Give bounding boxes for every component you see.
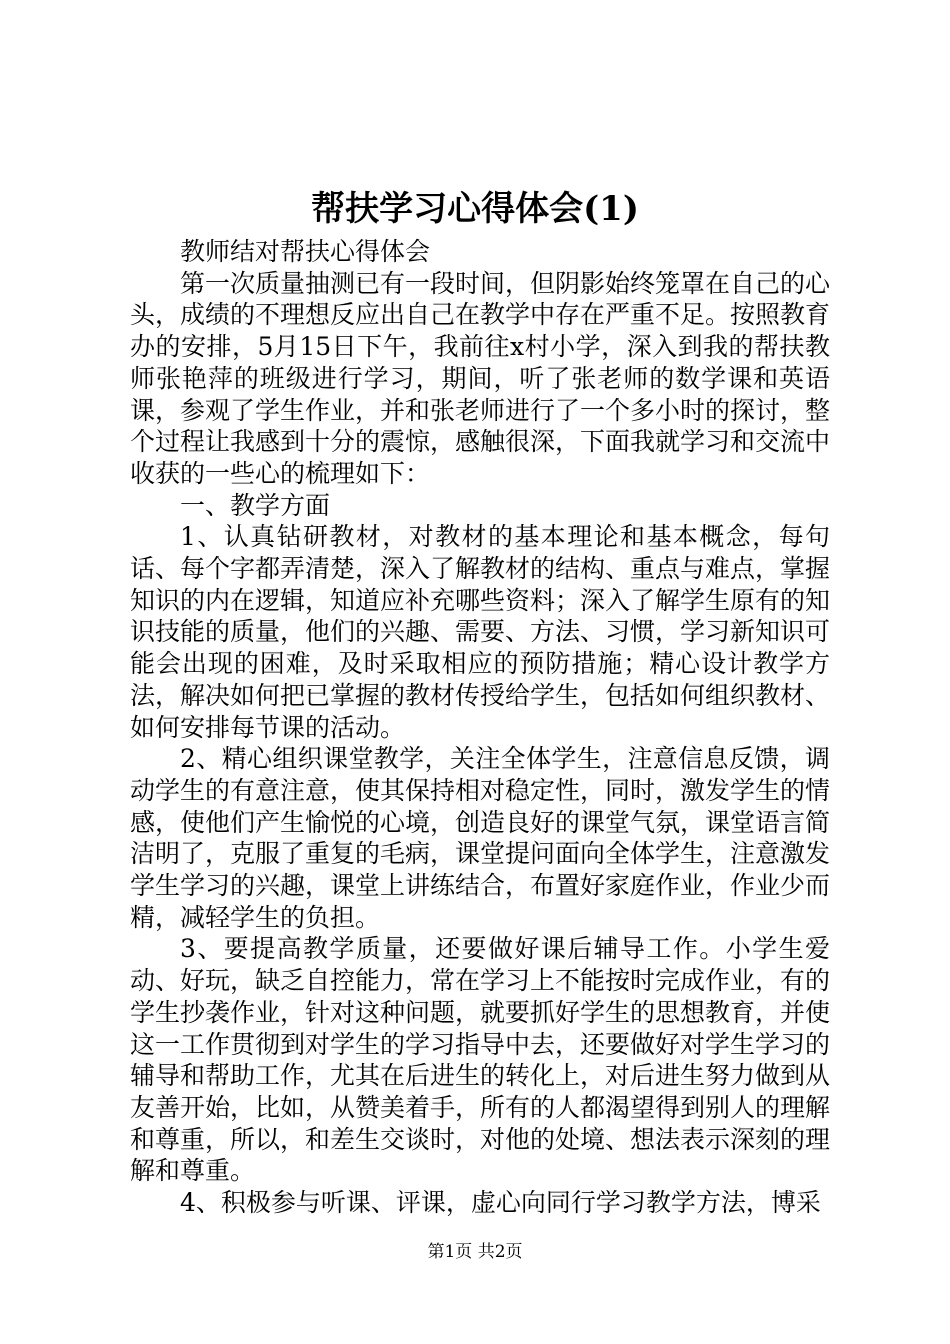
paragraph-point-2: 2、精心组织课堂教学，关注全体学生，注意信息反馈，调动学生的有意注意，使其保持相对稳定性，同时，激发学生的情感，使他们产生愉悦的心境，创造良好的课堂气氛，课堂语言简洁明了，克服了重复的毛病，课堂提问面向全体学生，注意激发学生学习的兴趣，课堂上讲练结合，布置好家庭作业，作业少而精，减轻学生的负担。 bbox=[130, 744, 831, 932]
document-body bbox=[130, 236, 830, 1219]
section-heading-teaching: 一、教学方面 bbox=[180, 490, 331, 520]
paragraph-point-4: 4、积极参与听课、评课，虚心向同行学习教学方法，博采 bbox=[180, 1188, 821, 1218]
page-title: 帮扶学习心得体会(1) bbox=[311, 189, 639, 229]
paragraph-subtitle: 教师结对帮扶心得体会 bbox=[180, 237, 431, 266]
paragraph-point-3: 3、要提高教学质量，还要做好课后辅导工作。小学生爱动、好玩，缺乏自控能力，常在学习上不能按时完成作业，有的学生抄袭作业，针对这种问题，就要抓好学生的思想教育，并使这一工作贯彻到对学生的学习指导中去，还要做好对学生学习的辅导和帮助工作，尤其在后进生的转化上，对后进生努力做到从友善开始，比如，从赞美着手，所有的人都渴望得到别人的理解和尊重，所以，和差生交谈时，对他的处境、想法表示深刻的理解和尊重。 bbox=[130, 934, 831, 1186]
paragraph-point-1: 1、认真钻研教材，对教材的基本理论和基本概念，每句话、每个字都弄清楚，深入了解教材的结构、重点与难点，掌握知识的内在逻辑，知道应补充哪些资料；深入了解学生原有的知识技能的质量，他们的兴趣、需要、方法、习惯，学习新知识可能会出现的困难，及时采取相应的预防措施；精心设计教学方法，解决如何把已掌握的教材传授给学生，包括如何组织教材、如何安排每节课的活动。 bbox=[130, 522, 831, 742]
page-footer: 第1页 共2页 bbox=[427, 1242, 523, 1262]
paragraph-intro: 第一次质量抽测已有一段时间，但阴影始终笼罩在自己的心头，成绩的不理想反应出自己在教学中存在严重不足。按照教育办的安排，5月15日下午，我前往x村小学，深入到我的帮扶教师张艳萍的班级进行学习，期间，听了张老师的数学课和英语课，参观了学生作业，并和张老师进行了一个多小时的探讨，整个过程让我感到十分的震惊，感触很深，下面我就学习和交流中收获的一些心的梳理如下： bbox=[130, 268, 831, 488]
